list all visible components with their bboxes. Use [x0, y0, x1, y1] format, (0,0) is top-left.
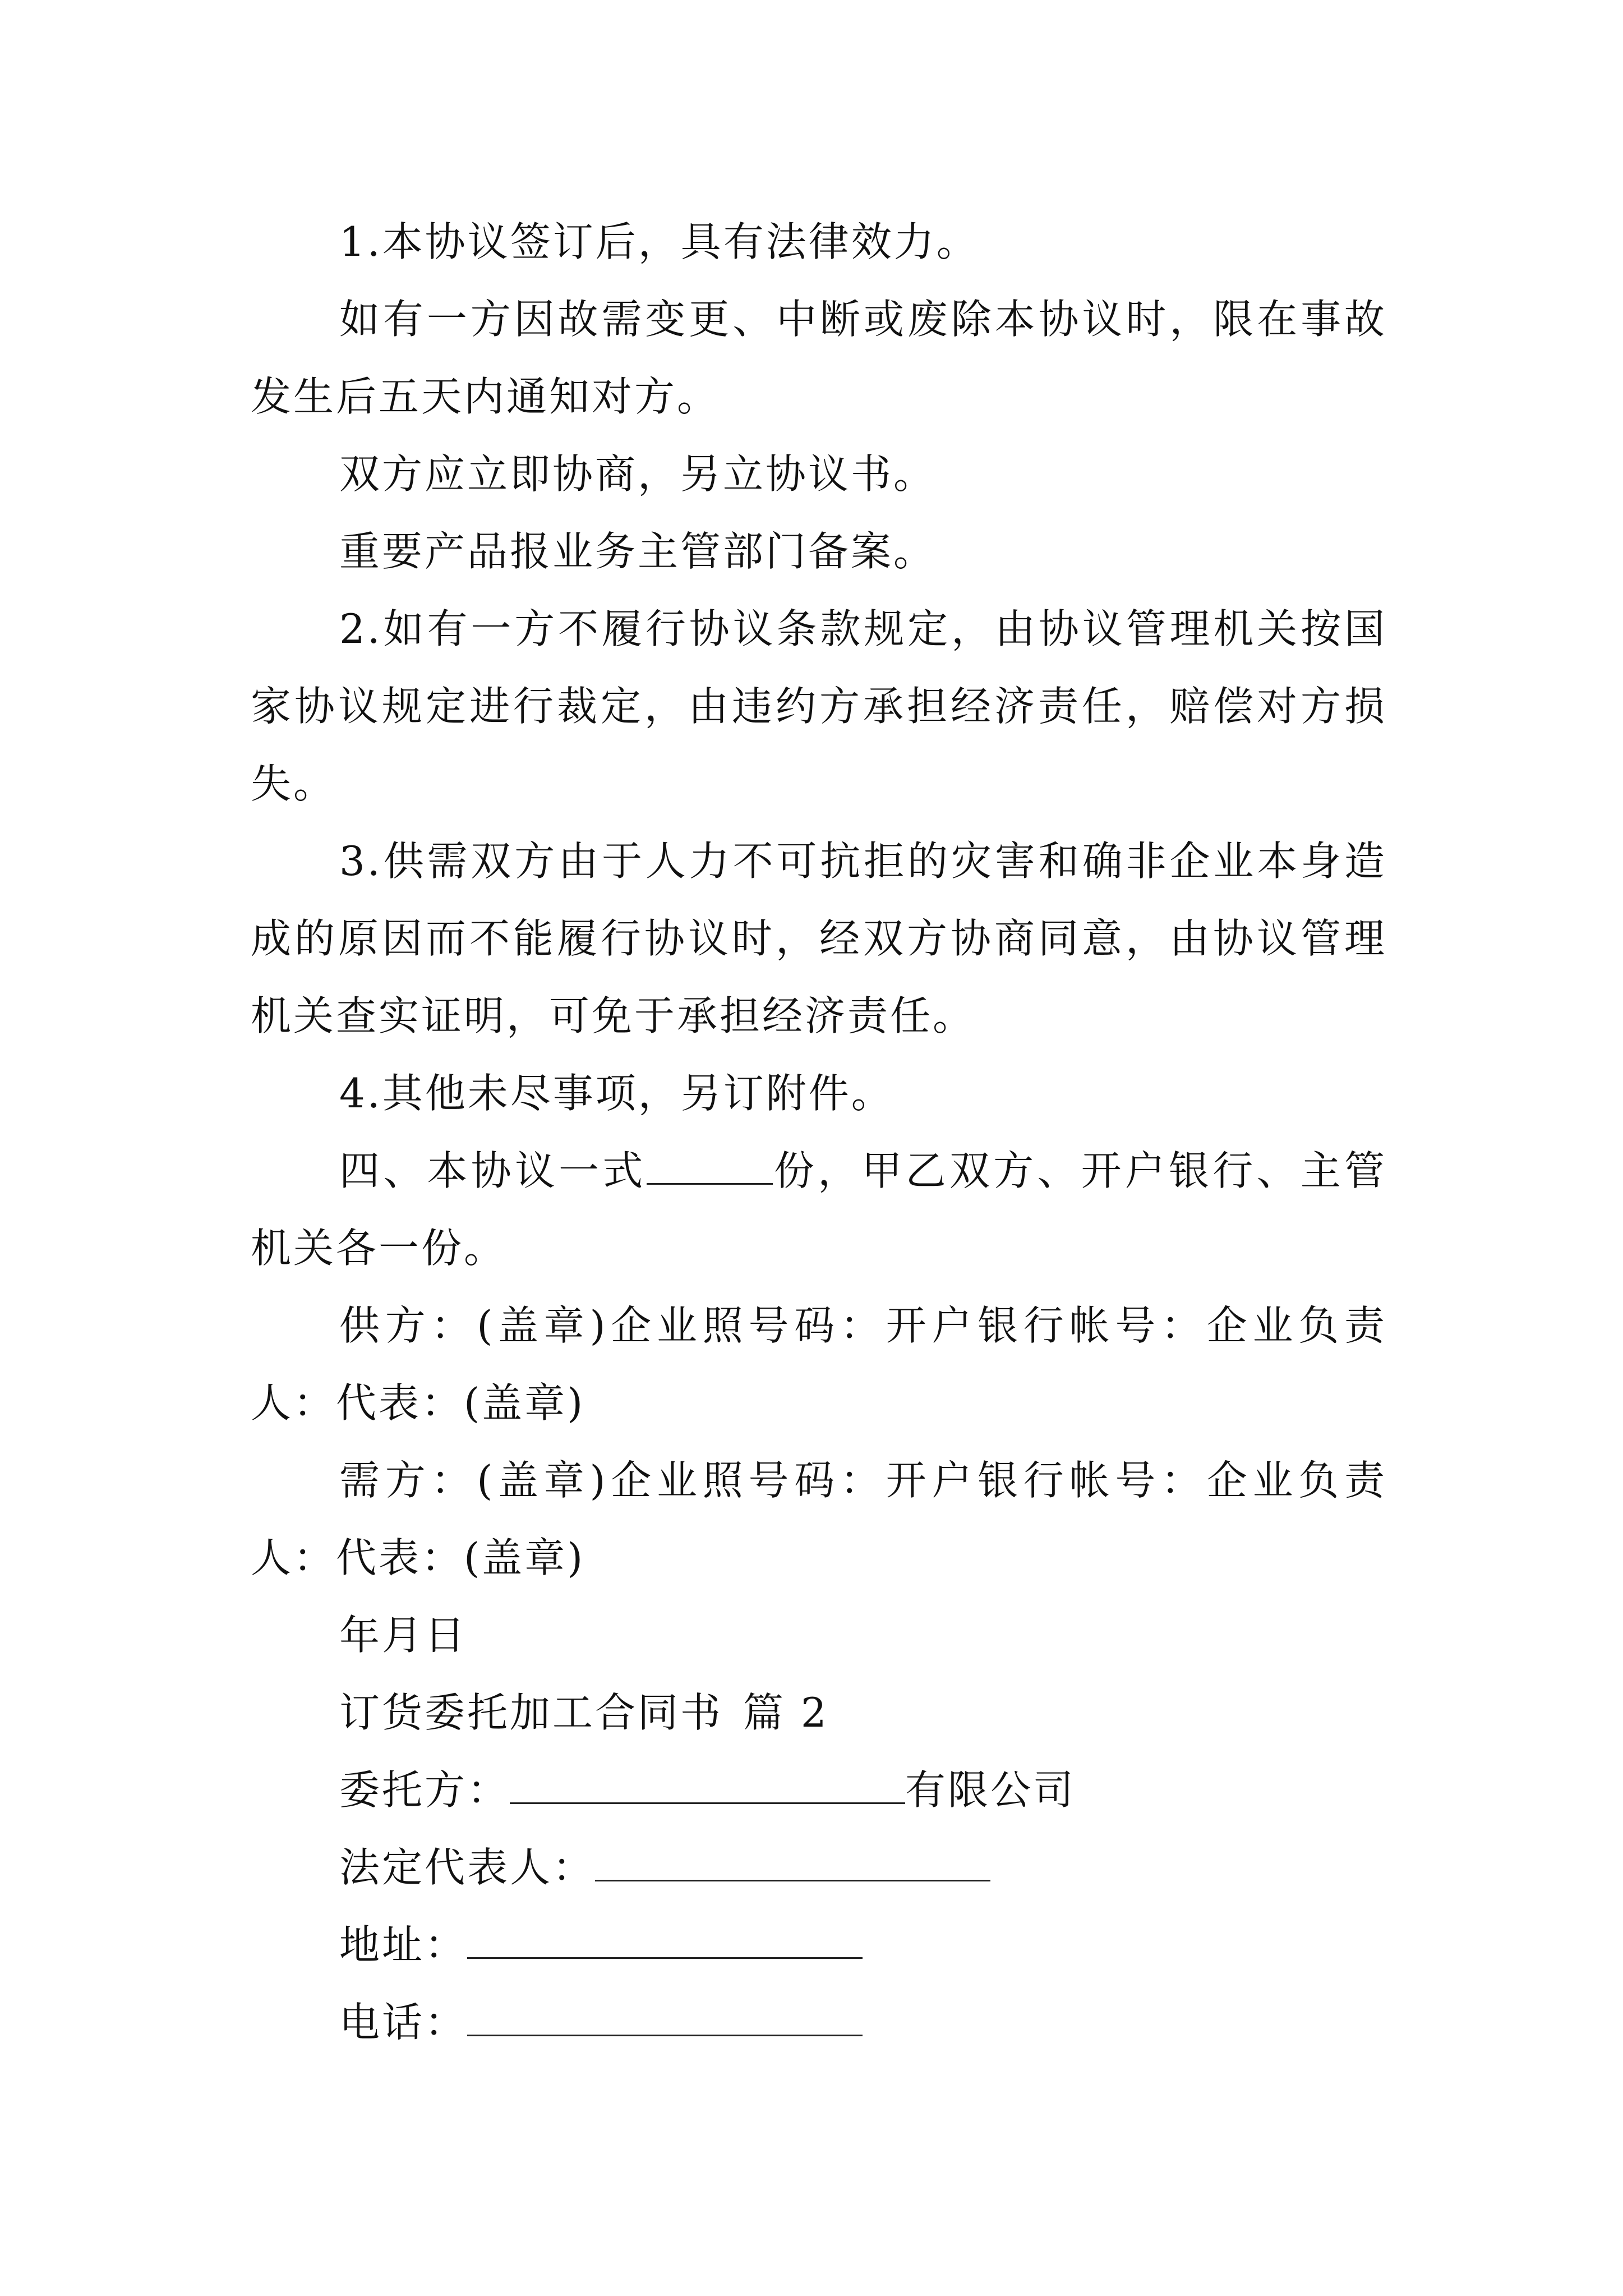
field-phone	[251, 1984, 1387, 2061]
client-suffix: 有限公司	[905, 1766, 1076, 1814]
document-body	[251, 203, 1387, 2061]
copies-count-blank	[647, 1144, 773, 1185]
client-name-blank	[510, 1763, 905, 1804]
paragraph-clause-3: 3.供需双方由于人力不可抗拒的灾害和确非企业本身造成的原因而不能履行协议时，经双方协商同意，由协议管理机关查实证明，可免于承担经济责任。	[251, 838, 1387, 1039]
legal-representative-label: 法定代表人：	[339, 1844, 596, 1891]
contract-title: 订货委托加工合同书	[339, 1689, 723, 1736]
paragraph-clause-1: 1.本协议签订后，具有法律效力。	[339, 218, 979, 265]
part-label: 篇 2	[743, 1689, 829, 1736]
address-label: 地址：	[339, 1921, 468, 1968]
section-title	[251, 1674, 1387, 1751]
phone-label: 电话：	[339, 1999, 468, 2046]
paragraph-filing: 重要产品报业务主管部门备案。	[339, 528, 937, 575]
paragraph-clause-4: 4.其他未尽事项，另订附件。	[339, 1070, 894, 1117]
field-address	[251, 1906, 1387, 1984]
copies-text-after: 份，甲乙双方、开户银行、主管机关各一份。	[251, 1147, 1387, 1272]
copies-text-before: 四、本协议一式	[339, 1147, 647, 1194]
paragraph-buyer-signature: 需方：(盖章)企业照号码：开户银行帐号：企业负责人：代表：(盖章)	[251, 1457, 1387, 1581]
paragraph-negotiation: 双方应立即协商，另立协议书。	[339, 450, 937, 498]
client-label: 委托方：	[339, 1766, 510, 1814]
phone-blank	[467, 1995, 863, 2036]
field-client	[251, 1751, 1387, 1829]
paragraph-date: 年月日	[339, 1612, 468, 1659]
field-legal-representative	[251, 1829, 1387, 1906]
paragraph-clause-2: 2.如有一方不履行协议条款规定，由协议管理机关按国家协议规定进行裁定，由违约方承担经济责任，赔偿对方损失。	[251, 605, 1387, 807]
legal-representative-blank	[595, 1841, 990, 1881]
paragraph-change-notice: 如有一方因故需变更、中断或废除本协议时，限在事故发生后五天内通知对方。	[251, 296, 1387, 420]
address-blank	[467, 1918, 863, 1959]
paragraph-copies	[251, 1132, 1387, 1287]
paragraph-supplier-signature: 供方：(盖章)企业照号码：开户银行帐号：企业负责人：代表：(盖章)	[251, 1302, 1387, 1427]
